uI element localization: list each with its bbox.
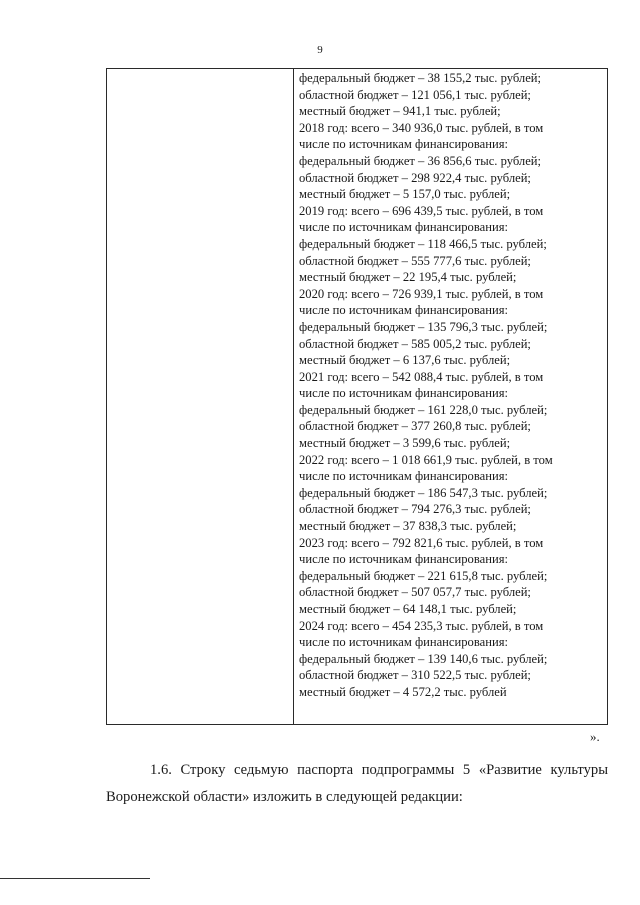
budget-line: областной бюджет – 298 922,4 тыс. рублей; bbox=[299, 170, 531, 185]
budget-line: местный бюджет – 3 599,6 тыс. рублей; bbox=[299, 436, 511, 451]
footnote-rule bbox=[0, 878, 150, 879]
budget-line: местный бюджет – 5 157,0 тыс. рублей; bbox=[299, 187, 511, 202]
budget-line: 2018 год: всего – 340 936,0 тыс. рублей, в том bbox=[299, 120, 544, 135]
budget-line: местный бюджет – 64 148,1 тыс. рублей; bbox=[299, 602, 517, 616]
budget-line: числе по источникам финансирования: bbox=[299, 552, 508, 567]
budget-line: федеральный бюджет – 139 140,6 тыс. рублей; bbox=[299, 651, 548, 666]
budget-line: областной бюджет – 555 777,6 тыс. рублей; bbox=[299, 253, 531, 268]
budget-line: местный бюджет – 4 572,2 тыс. рублей bbox=[299, 684, 507, 699]
amendment-paragraph: 1.6. Строку седьмую паспорта подпрограммы 5 «Развитие культуры Воронежской области» изложить в следующей редакции: bbox=[106, 762, 608, 805]
budget-line: 2022 год: всего – 1 018 661,9 тыс. рублей, в том bbox=[299, 452, 553, 467]
budget-line: числе по источникам финансирования: bbox=[299, 469, 508, 484]
budget-line: числе по источникам финансирования: bbox=[299, 137, 508, 152]
budget-line: областной бюджет – 377 260,8 тыс. рублей; bbox=[299, 419, 531, 434]
budget-line: 2021 год: всего – 542 088,4 тыс. рублей, в том bbox=[299, 369, 544, 384]
budget-line: областной бюджет – 585 005,2 тыс. рублей; bbox=[299, 336, 531, 351]
budget-line: федеральный бюджет – 38 155,2 тыс. рублей; bbox=[299, 71, 542, 85]
budget-line: областной бюджет – 310 522,5 тыс. рублей; bbox=[299, 668, 531, 683]
budget-line: областной бюджет – 507 057,7 тыс. рублей; bbox=[299, 585, 531, 600]
budget-line: местный бюджет – 37 838,3 тыс. рублей; bbox=[299, 519, 517, 534]
budget-line: местный бюджет – 941,1 тыс. рублей; bbox=[299, 104, 501, 119]
budget-line: федеральный бюджет – 135 796,3 тыс. рублей; bbox=[299, 319, 548, 334]
budget-line: местный бюджет – 6 137,6 тыс. рублей; bbox=[299, 353, 511, 368]
budget-lines bbox=[299, 70, 605, 701]
budget-line: областной бюджет – 794 276,3 тыс. рублей; bbox=[299, 502, 531, 517]
budget-line: федеральный бюджет – 186 547,3 тыс. рублей; bbox=[299, 485, 548, 500]
budget-line: числе по источникам финансирования: bbox=[299, 635, 508, 650]
budget-line: 2023 год: всего – 792 821,6 тыс. рублей, в том bbox=[299, 535, 544, 550]
budget-line: федеральный бюджет – 36 856,6 тыс. рублей; bbox=[299, 153, 542, 168]
budget-line: 2019 год: всего – 696 439,5 тыс. рублей, в том bbox=[299, 203, 544, 218]
page-number: 9 bbox=[317, 44, 323, 56]
budget-table bbox=[106, 68, 608, 725]
budget-line: числе по источникам финансирования: bbox=[299, 386, 508, 401]
budget-line: 2020 год: всего – 726 939,1 тыс. рублей, в том bbox=[299, 286, 544, 301]
column-divider bbox=[293, 69, 294, 724]
budget-line: федеральный бюджет – 221 615,8 тыс. рублей; bbox=[299, 568, 548, 583]
budget-line: местный бюджет – 22 195,4 тыс. рублей; bbox=[299, 270, 517, 285]
closing-quote: ». bbox=[590, 729, 600, 744]
budget-line: числе по источникам финансирования: bbox=[299, 220, 508, 235]
budget-line: федеральный бюджет – 161 228,0 тыс. рублей; bbox=[299, 402, 548, 417]
budget-line: федеральный бюджет – 118 466,5 тыс. рублей; bbox=[299, 236, 547, 251]
budget-line: 2024 год: всего – 454 235,3 тыс. рублей, в том bbox=[299, 618, 544, 633]
budget-line: областной бюджет – 121 056,1 тыс. рублей; bbox=[299, 87, 531, 102]
budget-line: числе по источникам финансирования: bbox=[299, 303, 508, 318]
